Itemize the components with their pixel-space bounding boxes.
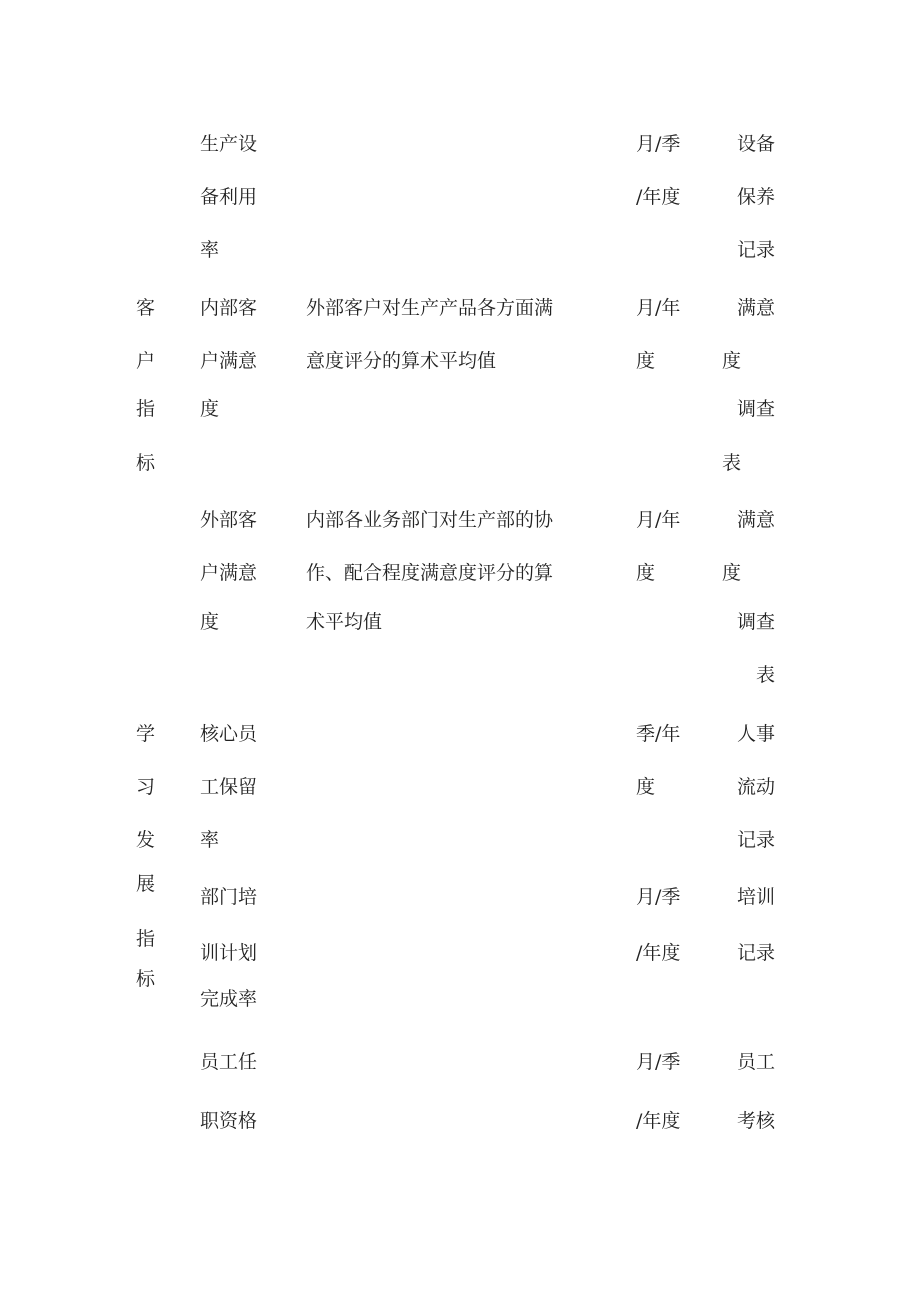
source-line: 表	[722, 452, 742, 474]
category-char: 习	[136, 776, 156, 798]
category-char: 标	[136, 968, 156, 990]
source-line: 培训	[737, 886, 776, 908]
category-char: 标	[136, 452, 156, 474]
indicator-name-line: 内部客	[200, 297, 258, 319]
period-line: 度	[636, 776, 656, 798]
indicator-name-line: 生产设	[200, 133, 258, 155]
indicator-name-line: 训计划	[200, 942, 258, 964]
period-line: 度	[636, 562, 656, 584]
indicator-name-line: 度	[200, 398, 220, 420]
indicator-name-line: 备利用	[200, 186, 258, 208]
indicator-name-line: 核心员	[200, 723, 258, 745]
source-line: 流动	[737, 776, 776, 798]
period-line: /年度	[636, 1110, 681, 1132]
source-line: 员工	[737, 1051, 776, 1073]
period-line: 月/年	[636, 297, 681, 319]
source-line: 人事	[737, 723, 776, 745]
period-line: 月/季	[636, 133, 681, 155]
indicator-name-line: 外部客	[200, 509, 258, 531]
source-line: 记录	[737, 829, 776, 851]
period-line: /年度	[636, 942, 681, 964]
category-char: 学	[136, 723, 156, 745]
category-char: 展	[136, 873, 156, 895]
category-char: 客	[136, 297, 156, 319]
indicator-name-line: 完成率	[200, 988, 258, 1010]
indicator-name-line: 率	[200, 829, 220, 851]
period-line: /年度	[636, 186, 681, 208]
source-line: 调查	[737, 611, 776, 633]
definition-line: 术平均值	[306, 611, 383, 633]
source-line: 满意	[737, 509, 776, 531]
definition-line: 内部各业务部门对生产部的协	[306, 509, 554, 531]
indicator-name-line: 户满意	[200, 350, 258, 372]
definition-line: 外部客户对生产产品各方面满	[306, 297, 554, 319]
definition-line: 作、配合程度满意度评分的算	[306, 562, 554, 584]
indicator-name-line: 部门培	[200, 886, 258, 908]
category-char: 指	[136, 398, 156, 420]
indicator-name-line: 职资格	[200, 1110, 258, 1132]
source-line: 记录	[737, 942, 776, 964]
source-line: 度	[722, 562, 742, 584]
definition-line: 意度评分的算术平均值	[306, 350, 497, 372]
period-line: 月/季	[636, 1051, 681, 1073]
period-line: 月/年	[636, 509, 681, 531]
category-char: 指	[136, 928, 156, 950]
indicator-name-line: 户满意	[200, 562, 258, 584]
source-line: 保养	[737, 186, 776, 208]
indicator-name-line: 员工任	[200, 1051, 258, 1073]
category-char: 户	[136, 350, 156, 372]
indicator-name-line: 率	[200, 239, 220, 261]
source-line: 考核	[737, 1110, 776, 1132]
period-line: 度	[636, 350, 656, 372]
source-line: 表	[756, 664, 776, 686]
period-line: 季/年	[636, 723, 681, 745]
period-line: 月/季	[636, 886, 681, 908]
indicator-name-line: 度	[200, 611, 220, 633]
indicator-name-line: 工保留	[200, 776, 258, 798]
source-line: 满意	[737, 297, 776, 319]
source-line: 设备	[737, 133, 776, 155]
source-line: 度	[722, 350, 742, 372]
category-char: 发	[136, 829, 156, 851]
source-line: 调查	[737, 398, 776, 420]
source-line: 记录	[737, 239, 776, 261]
